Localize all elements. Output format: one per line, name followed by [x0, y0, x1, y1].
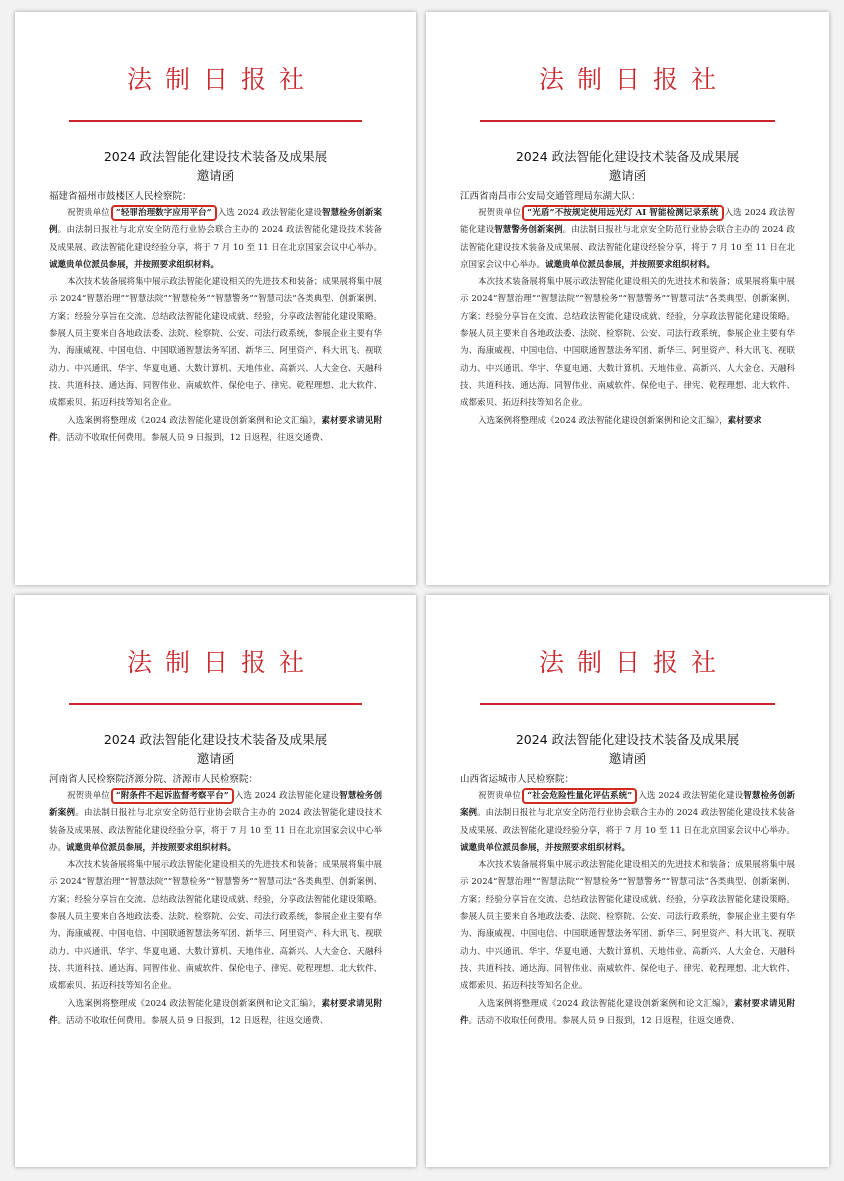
- paragraph-congratulation: [460, 205, 795, 274]
- paragraph-congratulation: [49, 788, 382, 857]
- paragraph-compilation: [460, 413, 795, 430]
- invitation-letter-yuncheng: [426, 595, 829, 1167]
- award-category: 智慧警务创新案例: [494, 225, 563, 236]
- text-run: 入选案例将整理成《2024 政法智能化建设创新案例和论文汇编》，: [67, 415, 322, 426]
- highlighted-case-name: “附条件不起诉监督考察平台”: [111, 788, 234, 804]
- text-run: 入选 2024 政法智能化建设: [217, 208, 322, 218]
- paragraph-compilation: [49, 996, 382, 1031]
- paragraph-compilation: [460, 996, 795, 1031]
- addressee: 江西省南昌市公安局交通管理局东湖大队：: [460, 191, 641, 202]
- paragraph-congratulation: [49, 205, 382, 274]
- letter-subtitle: 邀请函: [608, 168, 647, 183]
- paragraph-exhibition: 本次技术装备展将集中展示政法智能化建设相关的先进技术和装备；成果展将集中展示 2024“智慧治理”“智慧法院”“智慧检务”“智慧警务”“智慧司法”各类典型、创新案例、方案；经验分享旨在交流、总结政法智能化建设成就、经验，分享政法智能化建设策略。参展人员主要来自各地政法委、法院、检察院、公安、司法行政系统，参展企业主要有华为、海康威视、中国电信、中国联通智慧法务军团、新华三、阿里资产、科大讯飞、视联动力、中兴通讯、华宇、华夏电通、大数计算机、天地伟业、高新兴、人大金仓、天融科技、共道科技、通达海、同智伟业、南威软件、保伦电子、律宪、乾程理想、北大软件、成都索贝、拓迈科技等知名企业。: [49, 860, 382, 992]
- letter-body: [460, 189, 795, 430]
- text-run: 入选案例将整理成《2024 政法智能化建设创新案例和论文汇编》，: [478, 415, 728, 426]
- text-run: 入选案例将整理成《2024 政法智能化建设创新案例和论文汇编》，: [67, 998, 322, 1009]
- invitation-request: 诚邀贵单位派员参展，并按照要求组织材料。: [460, 842, 631, 853]
- letter-body: [49, 189, 382, 447]
- invitation-letter-fuzhou: [15, 12, 416, 585]
- text-run: 祝贺贵单位: [67, 791, 110, 801]
- award-category: 智慧检务创新案例: [460, 791, 795, 819]
- addressee: 山西省运城市人民检察院：: [460, 774, 575, 785]
- masthead-divider: [69, 120, 362, 122]
- text-run: 入选 2024 政法智能化建设: [638, 791, 744, 801]
- invitation-request: 诚邀贵单位派员参展，并按照要求组织材料。: [66, 842, 237, 853]
- paragraph-exhibition: 本次技术装备展将集中展示政法智能化建设相关的先进技术和装备；成果展将集中展示 2024“智慧治理”“智慧法院”“智慧检务”“智慧警务”“智慧司法”各类典型、创新案例、方案；经验分享旨在交流、总结政法智能化建设成就、经验，分享政法智能化建设策略。参展人员主要来自各地政法委、法院、检察院、公安、司法行政系统，参展企业主要有华为、海康威视、中国电信、中国联通智慧法务军团、新华三、阿里资产、科大讯飞、视联动力、中兴通讯、华宇、华夏电通、大数计算机、天地伟业、高新兴、人大金仓、天融科技、共道科技、通达海、同智伟业、南威软件、保伦电子、律宪、乾程理想、北大软件、成都索贝、拓迈科技等知名企业。: [460, 277, 795, 409]
- paragraph-exhibition: 本次技术装备展将集中展示政法智能化建设相关的先进技术和装备；成果展将集中展示 2024“智慧治理”“智慧法院”“智慧检务”“智慧警务”“智慧司法”各类典型、创新案例、方案；经验分享旨在交流、总结政法智能化建设成就、经验，分享政法智能化建设策略。参展人员主要来自各地政法委、法院、检察院、公安、司法行政系统，参展企业主要有华为、海康威视、中国电信、中国联通智慧法务军团、新华三、阿里资产、科大讯飞、视联动力、中兴通讯、华宇、华夏电通、大数计算机、天地伟业、高新兴、人大金仓、天融科技、共道科技、通达海、同智伟业、南威软件、保伦电子、律宪、乾程理想、北大软件、成都索贝、拓迈科技等知名企业。: [49, 277, 382, 409]
- addressee: 福建省福州市鼓楼区人民检察院：: [49, 191, 192, 202]
- award-category: 智慧检务创新案例: [49, 791, 382, 819]
- text-run: 入选 2024 政法智能化建设: [460, 208, 795, 236]
- letter-title: 2024 政法智能化建设技术装备及成果展: [515, 149, 740, 164]
- paragraph-exhibition: 本次技术装备展将集中展示政法智能化建设相关的先进技术和装备；成果展将集中展示 2024“智慧治理”“智慧法院”“智慧检务”“智慧警务”“智慧司法”各类典型、创新案例、方案；经验分享旨在交流、总结政法智能化建设成就、经验，分享政法智能化建设策略。参展人员主要来自各地政法委、法院、检察院、公安、司法行政系统，参展企业主要有华为、海康威视、中国电信、中国联通智慧法务军团、新华三、阿里资产、科大讯飞、视联动力、中兴通讯、华宇、华夏电通、大数计算机、天地伟业、高新兴、人大金仓、天融科技、共道科技、通达海、同智伟业、南威软件、保伦电子、律宪、乾程理想、北大软件、成都索贝、拓迈科技等知名企业。: [460, 860, 795, 992]
- letter-title: 2024 政法智能化建设技术装备及成果展: [103, 732, 328, 747]
- text-run: 入选案例将整理成《2024 政法智能化建设创新案例和论文汇编》，: [478, 998, 735, 1009]
- masthead: 法制日报社: [126, 648, 317, 677]
- letter-subtitle: 邀请函: [196, 168, 235, 183]
- material-requirement: 素材要求请见附件: [49, 998, 382, 1026]
- material-requirement: 素材要求请见附件: [49, 415, 382, 443]
- text-run: 。活动不收取任何费用。参展人员 9 日报到，12 日返程，往返交通费、: [468, 1015, 740, 1026]
- invitation-request: 诚邀贵单位派员参展，并按照要求组织材料。: [49, 259, 220, 270]
- highlighted-case-name: “光盾”不按规定使用远光灯 AI 智能检测记录系统: [522, 205, 723, 221]
- text-run: 。由法制日报社与北京安全防范行业协会联合主办的 2024 政法智能化建设技术装备及成果展、政法智能化建设经验分享，将于 7 月 10 至 11 日在北京国家会议中心举办。: [49, 225, 382, 253]
- masthead-divider: [69, 703, 362, 705]
- letter-body: [460, 772, 795, 1030]
- text-run: 。由法制日报社与北京安全防范行业协会联合主办的 2024 政法智能化建设技术装备及成果展、政法智能化建设经验分享，将于 7 月 10 至 11 日在北京国家会议中心举办。: [460, 225, 795, 270]
- masthead: 法制日报社: [538, 648, 729, 677]
- text-run: 。由法制日报社与北京安全防范行业协会联合主办的 2024 政法智能化建设技术装备及成果展、政法智能化建设经验分享，将于 7 月 10 至 11 日在北京国家会议中心举办。: [460, 808, 795, 836]
- material-requirement: 素材要求请见附件: [460, 998, 795, 1026]
- masthead: 法制日报社: [538, 65, 729, 94]
- text-run: 入选 2024 政法智能化建设: [234, 791, 340, 801]
- letter-title: 2024 政法智能化建设技术装备及成果展: [515, 732, 740, 747]
- text-run: 祝贺贵单位: [478, 208, 522, 218]
- masthead-divider: [480, 703, 775, 705]
- text-run: 。活动不收取任何费用。参展人员 9 日报到，12 日返程，往返交通费、: [57, 432, 329, 443]
- material-requirement: 素材要求: [727, 415, 762, 426]
- invitation-letter-nanchang: [426, 12, 829, 585]
- text-run: 。活动不收取任何费用。参展人员 9 日报到，12 日返程，往返交通费、: [57, 1015, 329, 1026]
- masthead-divider: [480, 120, 775, 122]
- invitation-letter-jiyuan: [15, 595, 416, 1167]
- highlighted-case-name: “社会危险性量化评估系统”: [522, 788, 637, 804]
- letter-subtitle: 邀请函: [608, 751, 647, 766]
- masthead: 法制日报社: [126, 65, 317, 94]
- text-run: 。由法制日报社与北京安全防范行业协会联合主办的 2024 政法智能化建设技术装备及成果展、政法智能化建设经验分享，将于 7 月 10 至 11 日在北京国家会议中心举办。: [49, 808, 382, 853]
- letter-body: [49, 772, 382, 1030]
- text-run: 祝贺贵单位: [67, 208, 110, 218]
- paragraph-compilation: [49, 413, 382, 448]
- letter-title: 2024 政法智能化建设技术装备及成果展: [103, 149, 328, 164]
- text-run: 祝贺贵单位: [478, 791, 522, 801]
- addressee: 河南省人民检察院济源分院、济源市人民检察院：: [49, 774, 259, 785]
- invitation-request: 诚邀贵单位派员参展，并按照要求组织材料。: [545, 259, 716, 270]
- paragraph-congratulation: [460, 788, 795, 857]
- highlighted-case-name: “轻罪治理数字应用平台”: [111, 205, 217, 221]
- award-category: 智慧检务创新案例: [49, 208, 382, 236]
- letter-subtitle: 邀请函: [196, 751, 235, 766]
